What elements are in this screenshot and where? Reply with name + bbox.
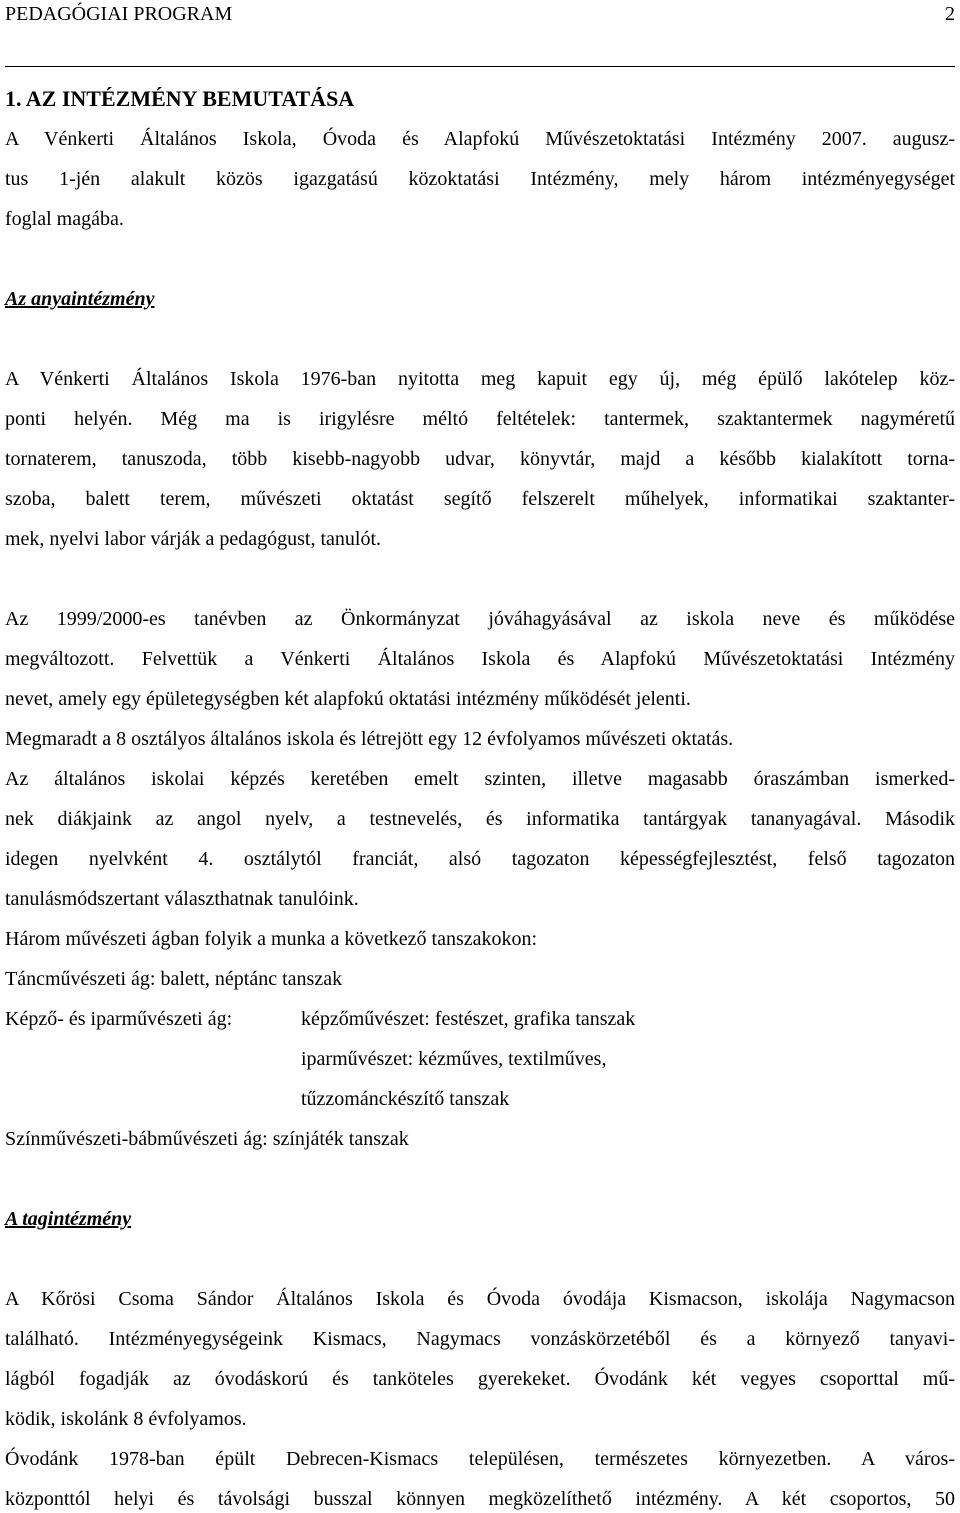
paragraph-line: idegen nyelvként 4. osztálytól franciát, alsó tagozaton képességfejlesztést, felső tagozaton	[5, 848, 955, 870]
paragraph-line: A Kőrösi Csoma Sándor Általános Iskola és Óvoda óvodája Kismacson, iskolája Nagymacson	[5, 1288, 955, 1310]
header-title: PEDAGÓGIAI PROGRAM	[5, 3, 233, 25]
kepzo-item: képzőművészet: festészet, grafika tanszak	[301, 1008, 636, 1030]
paragraph-line: szoba, balett terem, művészeti oktatást segítő felszerelt műhelyek, informatikai szaktanter-	[5, 488, 955, 510]
subheading-tagintezmeny: A tagintézmény	[5, 1208, 132, 1230]
intro-line: A Vénkerti Általános Iskola, Óvoda és Alapfokú Művészetoktatási Intézmény 2007. augusz-	[5, 128, 955, 150]
section-heading: 1. AZ INTÉZMÉNY BEMUTATÁSA	[5, 86, 355, 111]
kepzo-item: tűzzománckészítő tanszak	[301, 1088, 510, 1110]
kepzo-label: Képző- és iparművészeti ág:	[5, 1008, 233, 1030]
paragraph-line: Óvodánk 1978-ban épült Debrecen-Kismacs településen, természetes környezetben. A város-	[5, 1448, 955, 1470]
page-header	[5, 0, 955, 28]
paragraph-line: ponti helyén. Még ma is irigylésre méltó feltételek: tantermek, szaktantermek nagyméretű	[5, 408, 955, 430]
intro-line: tus 1-jén alakult közös igazgatású közoktatási Intézmény, mely három intézményegységet	[5, 168, 955, 190]
page-number: 2	[945, 3, 955, 25]
paragraph-line: tanulásmódszertant választhatnak tanulóink.	[5, 888, 359, 910]
paragraph-line: Megmaradt a 8 osztályos általános iskola és létrejött egy 12 évfolyamos művészeti oktatás.	[5, 728, 734, 750]
paragraph-line: A Vénkerti Általános Iskola 1976-ban nyitotta meg kapuit egy új, még épülő lakótelep köz-	[5, 368, 955, 390]
paragraph-line: mek, nyelvi labor várják a pedagógust, tanulót.	[5, 528, 382, 550]
paragraph-line: nek diákjaink az angol nyelv, a testnevelés, és informatika tantárgyak tananyagával. Második	[5, 808, 955, 830]
paragraph-line: tornaterem, tanuszoda, több kisebb-nagyobb udvar, könyvtár, majd a később kialakított torna-	[5, 448, 955, 470]
paragraph-line: Az 1999/2000-es tanévben az Önkormányzat jóváhagyásával az iskola neve és működése	[5, 608, 955, 630]
paragraph-line: lágból fogadják az óvodáskorú és tanköteles gyerekeket. Óvodánk két vegyes csoporttal mű-	[5, 1368, 955, 1390]
header-rule	[5, 66, 955, 67]
paragraph-line: Három művészeti ágban folyik a munka a következő tanszakokon:	[5, 928, 538, 950]
subheading-anyaintezmeny: Az anyaintézmény	[5, 288, 155, 310]
kepzo-item: iparművészet: kézműves, textilműves,	[301, 1048, 607, 1070]
paragraph-line: Táncművészeti ág: balett, néptánc tanszak	[5, 968, 343, 990]
paragraph-line: nevet, amely egy épületegységben két alapfokú oktatási intézmény működését jelenti.	[5, 688, 691, 710]
paragraph-line: ködik, iskolánk 8 évfolyamos.	[5, 1408, 247, 1430]
paragraph-line: központtól helyi és távolsági busszal könnyen megközelíthető intézmény. A két csoportos, 50	[5, 1488, 955, 1510]
szinmu-line: Színművészeti-bábművészeti ág: színjáték tanszak	[5, 1128, 409, 1150]
paragraph-line: Az általános iskolai képzés keretében emelt szinten, illetve magasabb óraszámban ismerked-	[5, 768, 955, 790]
paragraph-line: található. Intézményegységeink Kismacs, Nagymacs vonzáskörzetéből és a környező tanyavi-	[5, 1328, 955, 1350]
intro-line: foglal magába.	[5, 208, 124, 230]
paragraph-line: megváltozott. Felvettük a Vénkerti Általános Iskola és Alapfokú Művészetoktatási Intézmény	[5, 648, 955, 670]
